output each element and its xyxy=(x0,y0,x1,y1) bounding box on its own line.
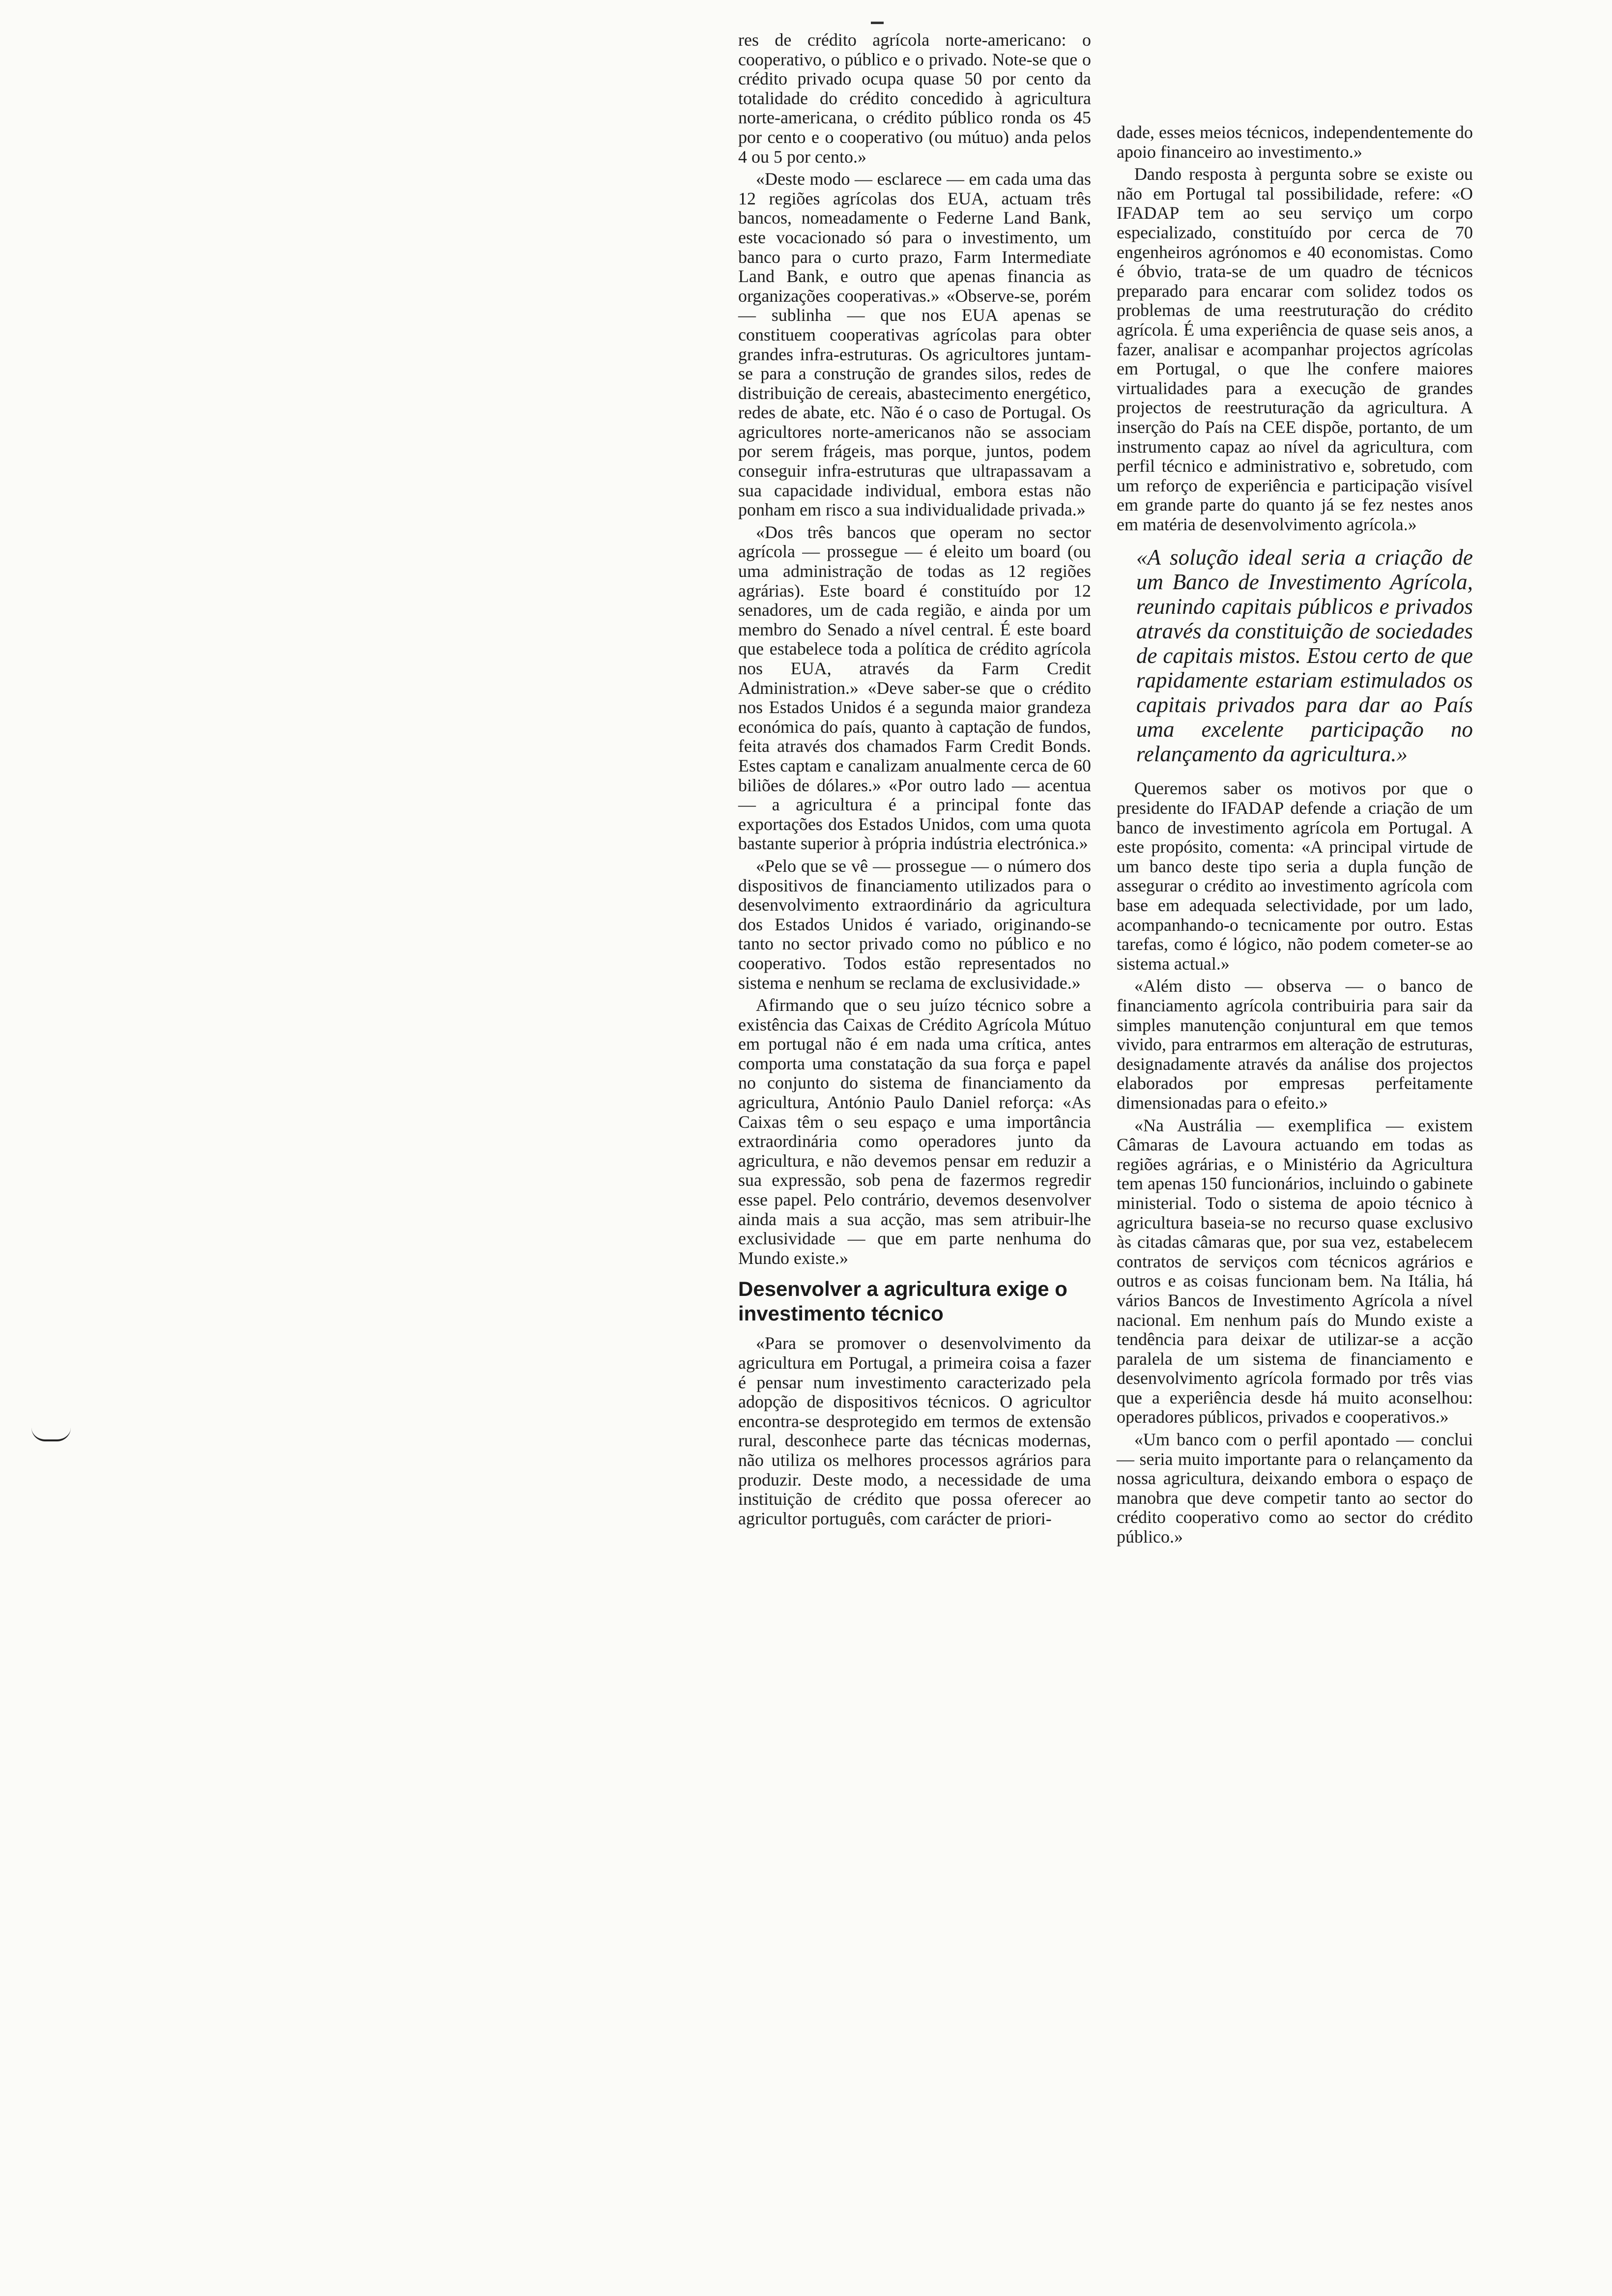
paragraph: «Pelo que se vê — prossegue — o número dos dispositivos de financiamento utilizados para o desenvolvimento extraordinário da agricultura dos Estados Unidos é variado, originando-se tanto no sector privado como no público e no cooperativo. Todos estão representados no sistema e nenhum se reclama de exclusividade.» xyxy=(738,856,1091,993)
section-subheading: Desenvolver a agricultura exige o investimento técnico xyxy=(738,1277,1067,1325)
paragraph: Dando resposta à pergunta sobre se existe ou não em Portugal tal possibilidade, refere: «O IFADAP tem ao seu serviço um corpo especializado, constituído por cerca de 70 engenheiros agrónomos e 40 economistas. Como é óbvio, trata-se de um quadro de técnicos preparado para encarar com solidez todos os problemas de uma reestruturação do crédito agrícola. É uma experiência de quase seis anos, a fazer, analisar e acompanhar projectos agrícolas em Portugal, o que lhe confere maiores virtualidades para a execução de grandes projectos de reestruturação da agricultura. A inserção do País na CEE dispõe, portanto, de um instrumento capaz ao nível da agricultura, com perfil técnico e administrativo e, sobretudo, com um reforço de experiência e participação visível em grande parte do quanto já se fez nestes anos em matéria de desenvolvimento agrícola.» xyxy=(1117,164,1473,534)
paragraph: «Para se promover o desenvolvimento da agricultura em Portugal, a primeira coisa a fazer é pensar num investimento caracterizado pela adopção de dispositivos técnicos. O agricultor encontra-se desprotegido em termos de extensão rural, desconhece parte das técnicas modernas, não utiliza os melhores processos agrários para produzir. Deste modo, a necessidade de uma instituição de crédito que possa oferecer ao agricultor português, com carácter de priori- xyxy=(738,1333,1091,1528)
pull-quote: «A solução ideal seria a criação de um Banco de Investimento Agrícola, reunindo capitais públicos e privados através da constituição de sociedades de capitais mistos. Estou certo de que rapidamente estariam estimulados os capitais privados para dar ao País uma excelente participação no relançamento da agricultura.» xyxy=(1136,545,1473,767)
left-column xyxy=(738,30,1091,1531)
paragraph: «Dos três bancos que operam no sector agrícola — prossegue — é eleito um board (ou uma administração de todas as 12 regiões agrárias). Este board é constituído por 12 senadores, um de cada região, e ainda por um membro do Senado a nível central. É este board que estabelece toda a política de crédito agrícola nos EUA, através da Farm Credit Administration.» «Deve saber-se que o crédito nos Estados Unidos é a segunda maior grandeza económica do país, quanto à captação de fundos, feita através dos chamados Farm Credit Bonds. Estes captam e canalizam anualmente cerca de 60 biliões de dólares.» «Por outro lado — acentua — a agricultura é a principal fonte das exportações dos Estados Unidos, com uma quota bastante superior à própria indústria electrónica.» xyxy=(738,522,1091,854)
paragraph: «Além disto — observa — o banco de financiamento agrícola contribuiria para sair da simples manutenção conjuntural em que temos vivido, para entrarmos em alteração de estruturas, designadamente através da análise dos projectos elaborados por empresas perfeitamente dimensionadas para o efeito.» xyxy=(1117,976,1473,1113)
margin-pen-mark xyxy=(31,1428,71,1441)
paragraph: res de crédito agrícola norte-americano: o cooperativo, o público e o privado. Note-se que o crédito privado ocupa quase 50 por cento da totalidade do crédito concedido à agricultura norte-americana, o crédito público ronda os 45 por cento e o cooperativo (ou mútuo) anda pelos 4 ou 5 por cento.» xyxy=(738,30,1091,167)
paragraph: Afirmando que o seu juízo técnico sobre a existência das Caixas de Crédito Agrícola Mútuo em portugal não é em nada uma crítica, antes comporta uma constatação da sua força e papel no conjunto do sistema de financiamento da agricultura, António Paulo Daniel reforça: «As Caixas têm o seu espaço e uma importância extraordinária como operadores junto da agricultura, e não devemos pensar em reduzir a sua expressão, sob pena de fazermos regredir esse papel. Pelo contrário, devemos desenvolver ainda mais a sua acção, mas sem atribuir-lhe exclusividade — que em parte nenhuma do Mundo existe.» xyxy=(738,995,1091,1268)
top-dash-mark xyxy=(871,22,884,24)
paragraph: «Deste modo — esclarece — em cada uma das 12 regiões agrícolas dos EUA, actuam três bancos, nomeadamente o Federne Land Bank, este vocacionado só para o investimento, um banco para o curto prazo, Farm Intermediate Land Bank, e outro que apenas financia as organizações cooperativas.» «Observe-se, porém — sublinha — que nos EUA apenas se constituem cooperativas agrícolas para obter grandes infra-estruturas. Os agricultores juntam-se para a construção de grandes silos, redes de distribuição de cereais, abastecimento energético, redes de abate, etc. Não é o caso de Portugal. Os agricultores norte-americanos não se associam por serem frágeis, mas porque, juntos, podem conseguir infra-estruturas que ultrapassavam a sua capacidade individual, embora estas não ponham em risco a sua individualidade privada.» xyxy=(738,169,1091,520)
paragraph: «Na Austrália — exemplifica — existem Câmaras de Lavoura actuando em todas as regiões agrárias, e o Ministério da Agricultura tem apenas 150 funcionários, incluindo o gabinete ministerial. Todo o sistema de apoio técnico à agricultura baseia-se no recurso quase exclusivo às citadas câmaras que, por sua vez, estabelecem contratos de serviços com técnicos agrários e outros e as coisas funcionam bem. Na Itália, há vários Bancos de Investimento Agrícola a nível nacional. Em nenhum país do Mundo existe a tendência para deixar de utilizar-se a acção paralela de um sistema de financiamento e desenvolvimento agrícola formado por três vias que a experiência desde há muito aconselhou: operadores públicos, privados e cooperativos.» xyxy=(1117,1115,1473,1427)
paragraph: Queremos saber os motivos por que o presidente do IFADAP defende a criação de um banco de investimento agrícola em Portugal. A este propósito, comenta: «A principal virtude de um banco deste tipo seria a dupla função de assegurar o crédito ao investimento agrícola com base em adequada selectividade, por um lado, acompanhando-o tecnicamente por outro. Estas tarefas, como é lógico, não podem cometer-se ao sistema actual.» xyxy=(1117,778,1473,974)
paragraph: dade, esses meios técnicos, independentemente do apoio financeiro ao investimento.» xyxy=(1117,122,1473,162)
paragraph: «Um banco com o perfil apontado — conclui — seria muito importante para o relançamento da nossa agricultura, deixando embora o espaço de manobra que deve competir tanto ao sector do crédito cooperativo como ao sector do crédito público.» xyxy=(1117,1430,1473,1547)
right-column xyxy=(1117,123,1473,1550)
